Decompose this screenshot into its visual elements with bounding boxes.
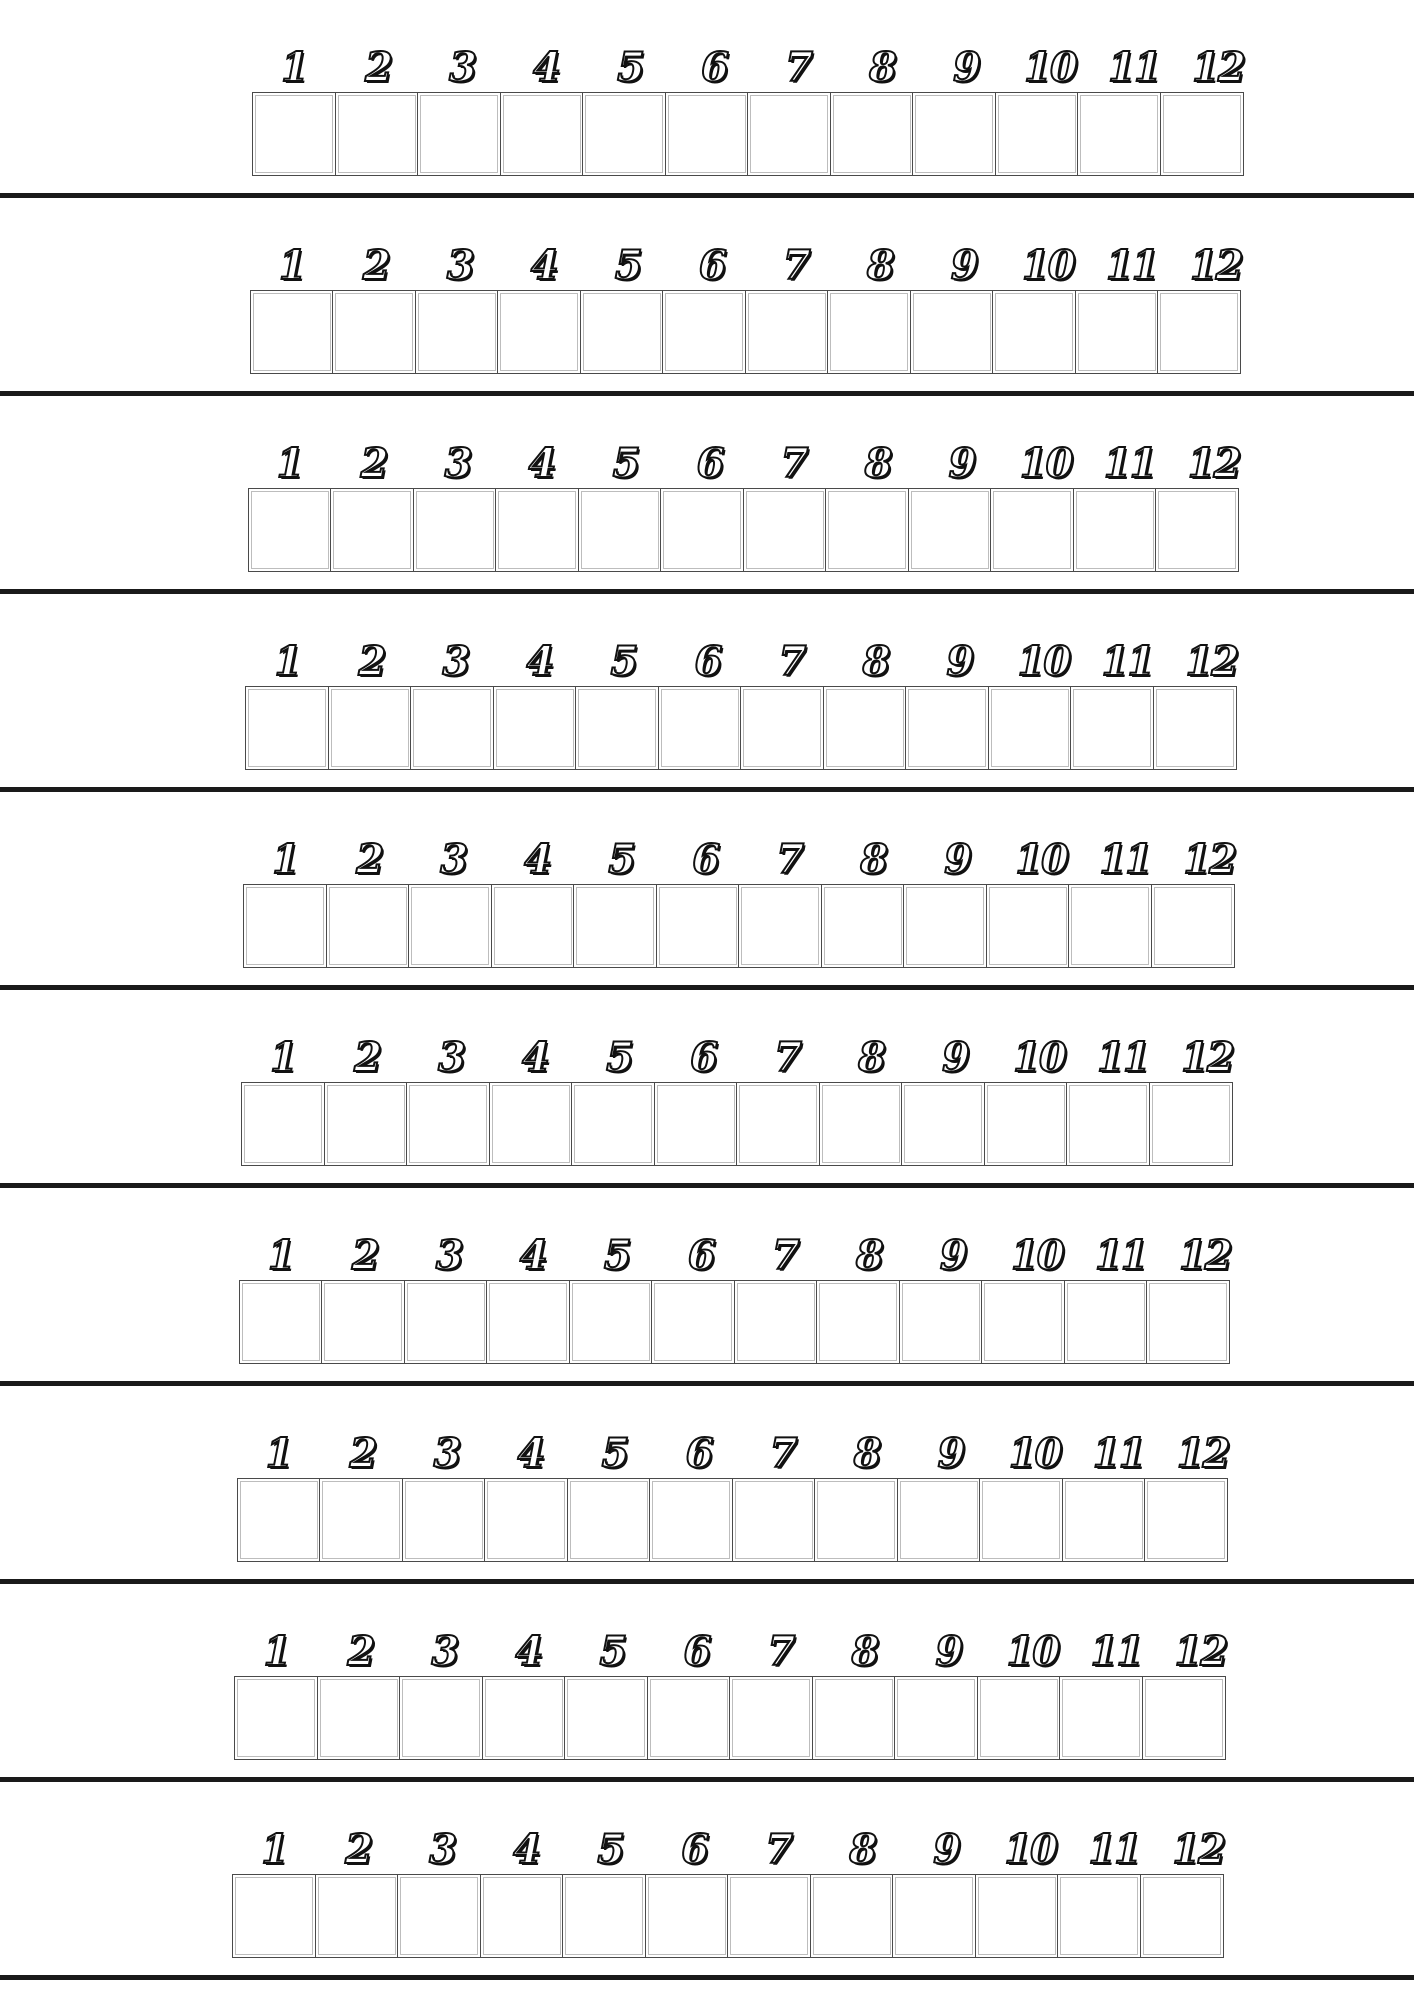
number-label: 4 xyxy=(519,1232,546,1279)
answer-box[interactable] xyxy=(321,1280,405,1364)
number-label: 11 xyxy=(1088,1826,1141,1873)
number-label: 12 xyxy=(1178,1232,1231,1279)
number-label: 9 xyxy=(942,1034,968,1081)
number-label: 7 xyxy=(765,1826,792,1873)
strip-content xyxy=(243,830,1253,968)
number-label: 4 xyxy=(526,638,553,685)
answer-box[interactable] xyxy=(995,92,1079,176)
answer-box[interactable] xyxy=(582,92,666,176)
answer-box[interactable] xyxy=(404,1280,488,1364)
answer-box[interactable] xyxy=(319,1478,403,1562)
answer-box[interactable] xyxy=(1075,290,1159,374)
number-labels-row xyxy=(252,38,1262,92)
number-label: 5 xyxy=(606,1034,632,1081)
number-label: 10 xyxy=(1015,836,1068,883)
number-label: 6 xyxy=(698,242,725,289)
answer-box[interactable] xyxy=(417,92,501,176)
answer-box[interactable] xyxy=(810,1874,894,1958)
answer-box[interactable] xyxy=(1077,92,1161,176)
number-label: 8 xyxy=(864,440,891,487)
number-label: 3 xyxy=(435,1232,462,1279)
number-label: 2 xyxy=(360,440,387,487)
answer-box[interactable] xyxy=(1059,1676,1143,1760)
number-label: 9 xyxy=(939,1232,966,1279)
number-label: 8 xyxy=(869,44,895,91)
answer-boxes-row xyxy=(234,1676,1244,1760)
number-label: 3 xyxy=(429,1826,456,1873)
number-label: 11 xyxy=(1092,1430,1145,1477)
answer-box[interactable] xyxy=(660,488,744,572)
strip-content xyxy=(232,1820,1242,1958)
answer-box[interactable] xyxy=(1073,488,1157,572)
answer-box[interactable] xyxy=(332,290,416,374)
strip-content xyxy=(252,38,1262,176)
answer-box[interactable] xyxy=(1144,1478,1228,1562)
answer-box[interactable] xyxy=(491,884,575,968)
number-strip-7 xyxy=(0,1188,1414,1386)
answer-box[interactable] xyxy=(732,1478,816,1562)
answer-box[interactable] xyxy=(812,1676,896,1760)
answer-box[interactable] xyxy=(1057,1874,1141,1958)
answer-box[interactable] xyxy=(899,1280,983,1364)
answer-box[interactable] xyxy=(567,1478,651,1562)
answer-box[interactable] xyxy=(1070,686,1154,770)
number-labels-row xyxy=(232,1820,1242,1874)
number-label: 11 xyxy=(1101,638,1154,685)
answer-box[interactable] xyxy=(241,1082,325,1166)
number-label: 7 xyxy=(771,1232,798,1279)
number-strip-1 xyxy=(0,0,1414,198)
number-strip-9 xyxy=(0,1584,1414,1782)
answer-box[interactable] xyxy=(410,686,494,770)
answer-boxes-row xyxy=(232,1874,1242,1958)
answer-box[interactable] xyxy=(747,92,831,176)
answer-box[interactable] xyxy=(738,884,822,968)
number-label: 1 xyxy=(263,1628,290,1675)
number-labels-row xyxy=(248,434,1258,488)
number-labels-row xyxy=(243,830,1253,884)
answer-box[interactable] xyxy=(823,686,907,770)
answer-box[interactable] xyxy=(736,1082,820,1166)
answer-box[interactable] xyxy=(234,1676,318,1760)
answer-box[interactable] xyxy=(564,1676,648,1760)
number-label: 3 xyxy=(433,1430,460,1477)
number-strip-4 xyxy=(0,594,1414,792)
answer-box[interactable] xyxy=(903,884,987,968)
number-label: 11 xyxy=(1090,1628,1143,1675)
number-label: 4 xyxy=(515,1628,542,1675)
answer-box[interactable] xyxy=(988,686,1072,770)
number-strip-3 xyxy=(0,396,1414,594)
number-label: 12 xyxy=(1181,1034,1233,1081)
number-label: 7 xyxy=(785,44,811,91)
answer-box[interactable] xyxy=(575,686,659,770)
number-label: 3 xyxy=(440,836,467,883)
number-label: 9 xyxy=(937,1430,964,1477)
answer-box[interactable] xyxy=(1062,1478,1146,1562)
number-label: 12 xyxy=(1189,242,1242,289)
number-label: 7 xyxy=(778,638,805,685)
number-label: 12 xyxy=(1176,1430,1229,1477)
answer-box[interactable] xyxy=(908,488,992,572)
answer-boxes-row xyxy=(252,92,1262,176)
number-label: 12 xyxy=(1172,1826,1225,1873)
answer-box[interactable] xyxy=(252,92,336,176)
strip-content xyxy=(250,236,1260,374)
number-label: 8 xyxy=(853,1430,880,1477)
answer-box[interactable] xyxy=(330,488,414,572)
answer-box[interactable] xyxy=(743,488,827,572)
number-label: 2 xyxy=(354,1034,380,1081)
number-label: 7 xyxy=(776,836,803,883)
number-strip-5 xyxy=(0,792,1414,990)
answer-box[interactable] xyxy=(977,1676,1061,1760)
number-label: 2 xyxy=(345,1826,372,1873)
number-label: 7 xyxy=(780,440,807,487)
answer-box[interactable] xyxy=(486,1280,570,1364)
number-label: 6 xyxy=(683,1628,710,1675)
answer-box[interactable] xyxy=(647,1676,731,1760)
answer-box[interactable] xyxy=(827,290,911,374)
number-label: 4 xyxy=(533,44,559,91)
number-labels-row xyxy=(237,1424,1247,1478)
number-label: 5 xyxy=(608,836,635,883)
number-label: 8 xyxy=(849,1826,876,1873)
number-label: 9 xyxy=(948,440,975,487)
answer-box[interactable] xyxy=(651,1280,735,1364)
number-label: 6 xyxy=(701,44,727,91)
number-labels-row xyxy=(245,632,1255,686)
answer-box[interactable] xyxy=(1149,1082,1233,1166)
answer-box[interactable] xyxy=(573,884,657,968)
answer-box[interactable] xyxy=(402,1478,486,1562)
number-label: 12 xyxy=(1192,44,1244,91)
number-label: 1 xyxy=(278,242,305,289)
answer-box[interactable] xyxy=(901,1082,985,1166)
number-label: 5 xyxy=(599,1628,626,1675)
answer-box[interactable] xyxy=(248,488,332,572)
number-label: 10 xyxy=(1019,440,1072,487)
number-label: 12 xyxy=(1183,836,1236,883)
answer-box[interactable] xyxy=(830,92,914,176)
answer-boxes-row xyxy=(237,1478,1247,1562)
answer-box[interactable] xyxy=(1146,1280,1230,1364)
number-label: 6 xyxy=(690,1034,716,1081)
number-label: 4 xyxy=(528,440,555,487)
number-label: 2 xyxy=(358,638,385,685)
answer-boxes-row xyxy=(239,1280,1249,1364)
number-label: 9 xyxy=(935,1628,962,1675)
strip-content xyxy=(241,1028,1251,1166)
answer-boxes-row xyxy=(250,290,1260,374)
answer-box[interactable] xyxy=(905,686,989,770)
number-label: 4 xyxy=(522,1034,548,1081)
number-label: 11 xyxy=(1097,1034,1149,1081)
answer-box[interactable] xyxy=(981,1280,1065,1364)
answer-box[interactable] xyxy=(819,1082,903,1166)
answer-box[interactable] xyxy=(335,92,419,176)
number-label: 9 xyxy=(953,44,979,91)
number-label: 10 xyxy=(1021,242,1074,289)
number-label: 2 xyxy=(365,44,391,91)
number-label: 11 xyxy=(1099,836,1152,883)
number-label: 1 xyxy=(265,1430,292,1477)
number-label: 6 xyxy=(692,836,719,883)
number-strip-8 xyxy=(0,1386,1414,1584)
answer-box[interactable] xyxy=(232,1874,316,1958)
answer-box[interactable] xyxy=(816,1280,900,1364)
answer-box[interactable] xyxy=(482,1676,566,1760)
answer-box[interactable] xyxy=(480,1874,564,1958)
answer-box[interactable] xyxy=(1160,92,1244,176)
number-label: 5 xyxy=(614,242,641,289)
answer-box[interactable] xyxy=(892,1874,976,1958)
answer-boxes-row xyxy=(243,884,1253,968)
answer-box[interactable] xyxy=(1151,884,1235,968)
answer-box[interactable] xyxy=(243,884,327,968)
number-label: 9 xyxy=(946,638,973,685)
answer-box[interactable] xyxy=(495,488,579,572)
answer-box[interactable] xyxy=(317,1676,401,1760)
answer-box[interactable] xyxy=(415,290,499,374)
answer-box[interactable] xyxy=(654,1082,738,1166)
number-label: 4 xyxy=(517,1430,544,1477)
number-label: 5 xyxy=(612,440,639,487)
answer-box[interactable] xyxy=(656,884,740,968)
number-label: 3 xyxy=(446,242,473,289)
answer-boxes-row xyxy=(245,686,1255,770)
number-label: 9 xyxy=(933,1826,960,1873)
answer-box[interactable] xyxy=(645,1874,729,1958)
number-label: 12 xyxy=(1174,1628,1227,1675)
number-label: 10 xyxy=(1024,44,1076,91)
answer-box[interactable] xyxy=(649,1478,733,1562)
number-label: 11 xyxy=(1105,242,1158,289)
number-label: 5 xyxy=(597,1826,624,1873)
answer-box[interactable] xyxy=(406,1082,490,1166)
answer-box[interactable] xyxy=(984,1082,1068,1166)
number-label: 4 xyxy=(524,836,551,883)
answer-box[interactable] xyxy=(662,290,746,374)
number-label: 10 xyxy=(1008,1430,1061,1477)
answer-box[interactable] xyxy=(484,1478,568,1562)
strip-content xyxy=(234,1622,1244,1760)
answer-box[interactable] xyxy=(665,92,749,176)
answer-box[interactable] xyxy=(1142,1676,1226,1760)
answer-box[interactable] xyxy=(326,884,410,968)
number-label: 1 xyxy=(261,1826,288,1873)
answer-box[interactable] xyxy=(397,1874,481,1958)
answer-box[interactable] xyxy=(328,686,412,770)
number-label: 3 xyxy=(442,638,469,685)
answer-box[interactable] xyxy=(399,1676,483,1760)
number-label: 4 xyxy=(530,242,557,289)
number-label: 10 xyxy=(1006,1628,1059,1675)
number-label: 12 xyxy=(1187,440,1240,487)
number-label: 7 xyxy=(774,1034,800,1081)
answer-box[interactable] xyxy=(734,1280,818,1364)
answer-box[interactable] xyxy=(562,1874,646,1958)
number-label: 1 xyxy=(276,440,303,487)
number-label: 4 xyxy=(513,1826,540,1873)
number-label: 5 xyxy=(610,638,637,685)
number-label: 3 xyxy=(444,440,471,487)
answer-box[interactable] xyxy=(990,488,1074,572)
number-label: 7 xyxy=(767,1628,794,1675)
number-label: 12 xyxy=(1185,638,1238,685)
answer-box[interactable] xyxy=(500,92,584,176)
answer-box[interactable] xyxy=(250,290,334,374)
number-label: 5 xyxy=(603,1232,630,1279)
answer-box[interactable] xyxy=(1068,884,1152,968)
answer-box[interactable] xyxy=(992,290,1076,374)
number-label: 3 xyxy=(431,1628,458,1675)
number-label: 1 xyxy=(274,638,301,685)
answer-box[interactable] xyxy=(910,290,994,374)
strip-content xyxy=(245,632,1255,770)
strip-content xyxy=(237,1424,1247,1562)
number-label: 3 xyxy=(438,1034,464,1081)
number-labels-row xyxy=(234,1622,1244,1676)
answer-box[interactable] xyxy=(1064,1280,1148,1364)
number-label: 11 xyxy=(1094,1232,1147,1279)
answer-box[interactable] xyxy=(740,686,824,770)
number-strip-10 xyxy=(0,1782,1414,1980)
answer-box[interactable] xyxy=(912,92,996,176)
answer-box[interactable] xyxy=(1157,290,1241,374)
strip-content xyxy=(248,434,1258,572)
number-label: 8 xyxy=(858,1034,884,1081)
number-label: 10 xyxy=(1017,638,1070,685)
answer-box[interactable] xyxy=(897,1478,981,1562)
answer-box[interactable] xyxy=(979,1478,1063,1562)
answer-box[interactable] xyxy=(237,1478,321,1562)
answer-box[interactable] xyxy=(821,884,905,968)
number-label: 11 xyxy=(1103,440,1156,487)
answer-box[interactable] xyxy=(580,290,664,374)
number-label: 5 xyxy=(601,1430,628,1477)
number-label: 11 xyxy=(1108,44,1160,91)
answer-box[interactable] xyxy=(1066,1082,1150,1166)
number-label: 6 xyxy=(694,638,721,685)
answer-box[interactable] xyxy=(493,686,577,770)
number-label: 8 xyxy=(862,638,889,685)
number-labels-row xyxy=(239,1226,1249,1280)
answer-box[interactable] xyxy=(569,1280,653,1364)
number-label: 6 xyxy=(696,440,723,487)
number-label: 10 xyxy=(1013,1034,1065,1081)
answer-box[interactable] xyxy=(975,1874,1059,1958)
number-label: 7 xyxy=(782,242,809,289)
answer-box[interactable] xyxy=(1155,488,1239,572)
number-label: 2 xyxy=(362,242,389,289)
answer-boxes-row xyxy=(248,488,1258,572)
answer-box[interactable] xyxy=(571,1082,655,1166)
number-labels-row xyxy=(241,1028,1251,1082)
number-label: 1 xyxy=(270,1034,296,1081)
number-label: 9 xyxy=(950,242,977,289)
number-label: 8 xyxy=(855,1232,882,1279)
answer-box[interactable] xyxy=(245,686,329,770)
number-labels-row xyxy=(250,236,1260,290)
answer-box[interactable] xyxy=(814,1478,898,1562)
number-strip-2 xyxy=(0,198,1414,396)
number-label: 1 xyxy=(281,44,307,91)
number-label: 2 xyxy=(347,1628,374,1675)
number-label: 8 xyxy=(860,836,887,883)
answer-boxes-row xyxy=(241,1082,1251,1166)
number-label: 2 xyxy=(351,1232,378,1279)
number-label: 6 xyxy=(685,1430,712,1477)
number-label: 8 xyxy=(851,1628,878,1675)
number-label: 7 xyxy=(769,1430,796,1477)
number-label: 6 xyxy=(687,1232,714,1279)
answer-box[interactable] xyxy=(324,1082,408,1166)
answer-box[interactable] xyxy=(825,488,909,572)
number-label: 10 xyxy=(1004,1826,1057,1873)
answer-box[interactable] xyxy=(408,884,492,968)
answer-box[interactable] xyxy=(745,290,829,374)
answer-box[interactable] xyxy=(497,290,581,374)
answer-box[interactable] xyxy=(413,488,497,572)
number-label: 1 xyxy=(267,1232,294,1279)
answer-box[interactable] xyxy=(658,686,742,770)
answer-box[interactable] xyxy=(1140,1874,1224,1958)
answer-box[interactable] xyxy=(986,884,1070,968)
number-label: 5 xyxy=(617,44,643,91)
answer-box[interactable] xyxy=(894,1676,978,1760)
number-label: 6 xyxy=(681,1826,708,1873)
number-label: 9 xyxy=(944,836,971,883)
number-label: 10 xyxy=(1010,1232,1063,1279)
answer-box[interactable] xyxy=(1153,686,1237,770)
number-label: 8 xyxy=(866,242,893,289)
answer-box[interactable] xyxy=(727,1874,811,1958)
number-label: 3 xyxy=(449,44,475,91)
number-strip-6 xyxy=(0,990,1414,1188)
answer-box[interactable] xyxy=(239,1280,323,1364)
answer-box[interactable] xyxy=(315,1874,399,1958)
answer-box[interactable] xyxy=(578,488,662,572)
strip-content xyxy=(239,1226,1249,1364)
answer-box[interactable] xyxy=(489,1082,573,1166)
number-label: 2 xyxy=(349,1430,376,1477)
number-label: 1 xyxy=(272,836,299,883)
number-label: 2 xyxy=(356,836,383,883)
answer-box[interactable] xyxy=(729,1676,813,1760)
